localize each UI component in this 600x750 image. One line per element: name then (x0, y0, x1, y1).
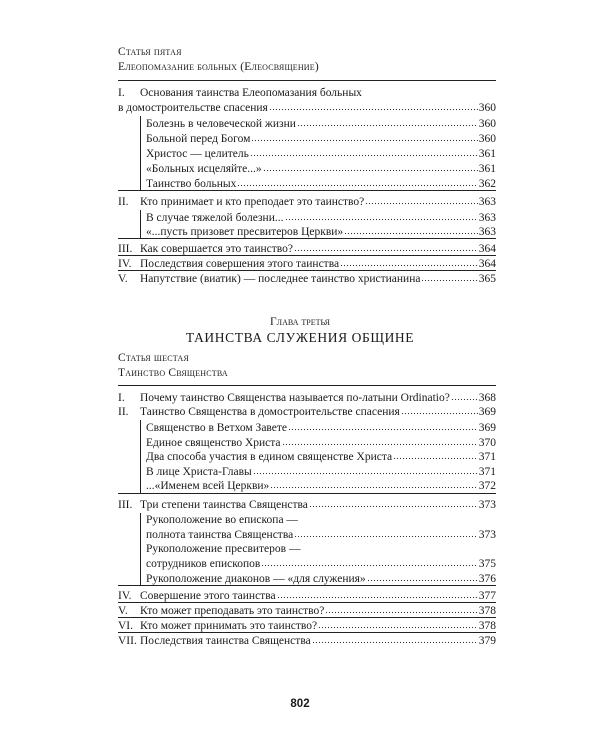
leader-dots (340, 256, 478, 267)
entry-page: 365 (478, 273, 496, 285)
toc-entry[interactable] (118, 86, 496, 100)
entry-page: 360 (478, 133, 496, 145)
entry-number: III. (118, 499, 133, 511)
page-number: 802 (290, 698, 310, 710)
entry-page: 373 (478, 499, 496, 511)
entry-page: 368 (478, 392, 496, 404)
divider (118, 80, 496, 81)
entry-text: Кто может принимать это таинство? (140, 620, 318, 632)
entry-page: 375 (478, 558, 496, 570)
leader-dots (451, 390, 478, 401)
article-title: Елеопомазание больных (Елеосвящение) (118, 61, 319, 73)
entry-number: I. (118, 87, 125, 99)
entry-page: 360 (478, 118, 496, 130)
article-label: Статья пятая (118, 46, 182, 58)
article-label: Статья шестая (118, 352, 189, 364)
toc-subentry[interactable] (146, 176, 496, 191)
toc-entry[interactable] (118, 256, 496, 271)
leader-dots (263, 161, 478, 172)
entry-text: Рукоположение во епископа — (146, 514, 298, 526)
leader-dots (251, 131, 477, 142)
entry-number: IV. (118, 590, 132, 602)
leader-dots (288, 420, 478, 431)
entry-text: Почему таинство Священства называется по-латыни Ordinatio? (140, 392, 450, 404)
entry-text: Рукоположение диаконов — «для служения» (146, 573, 366, 585)
entry-number: VII. (118, 635, 137, 647)
entry-page: 364 (478, 243, 496, 255)
entry-number: V. (118, 605, 128, 617)
divider (118, 585, 496, 586)
toc-subentry[interactable] (146, 542, 496, 556)
entry-number: III. (118, 243, 133, 255)
entry-text: Кто принимает и кто преподает это таинство? (140, 196, 365, 208)
entry-page: 376 (478, 573, 496, 585)
toc-subentry[interactable] (146, 527, 496, 542)
toc-entry[interactable] (118, 194, 496, 209)
leader-dots (318, 618, 478, 629)
toc-entry[interactable] (118, 588, 496, 603)
leader-dots (294, 241, 478, 252)
toc-subentry[interactable] (146, 146, 496, 161)
toc-subentry[interactable] (146, 420, 496, 435)
entry-number: V. (118, 273, 128, 285)
entry-text: Таинство Священства в домостроительстве спасения (140, 406, 400, 418)
leader-dots (421, 271, 477, 282)
toc-entry[interactable] (118, 100, 496, 115)
toc-subentry[interactable] (146, 435, 496, 450)
toc-subentry[interactable] (146, 131, 496, 146)
entry-number: VI. (118, 620, 134, 632)
article-title: Таинство Священства (118, 367, 228, 379)
leader-dots (261, 556, 477, 567)
leader-dots (282, 435, 478, 446)
entry-text: Священство в Ветхом Завете (146, 422, 288, 434)
chapter-title: ТАИНСТВА СЛУЖЕНИЯ ОБЩИНЕ (185, 330, 415, 345)
leader-dots (367, 571, 478, 582)
leader-dots (297, 116, 478, 127)
entry-page: 361 (478, 148, 496, 160)
entry-page: 370 (478, 437, 496, 449)
entry-page: 360 (478, 102, 496, 114)
leader-dots (270, 478, 477, 489)
leader-dots (309, 497, 478, 508)
toc-entry[interactable] (118, 404, 496, 419)
entry-page: 371 (478, 466, 496, 478)
entry-page: 363 (478, 196, 496, 208)
leader-dots (401, 404, 478, 415)
entry-text: «Больных исцеляйте...» (146, 163, 262, 175)
leader-dots (285, 210, 478, 221)
divider (118, 493, 496, 494)
leader-dots (237, 176, 477, 187)
toc-entry[interactable] (118, 241, 496, 256)
entry-text: Два способа участия в едином священстве Христа (146, 451, 393, 463)
divider (118, 190, 496, 191)
sub-bracket (140, 513, 141, 585)
entry-page: 364 (478, 258, 496, 270)
entry-page: 361 (478, 163, 496, 175)
toc-subentry[interactable] (146, 449, 496, 464)
entry-text: сотрудников епископов (146, 558, 261, 570)
toc-subentry[interactable] (146, 513, 496, 527)
leader-dots (365, 194, 477, 205)
entry-page: 379 (478, 635, 496, 647)
entry-text: Таинство больных (146, 178, 237, 190)
toc-entry[interactable] (118, 390, 496, 405)
entry-text: полнота таинства Священства (146, 529, 294, 541)
entry-text: в домостроительстве спасения (118, 102, 268, 114)
entry-number: I. (118, 392, 125, 404)
entry-text: Рукоположение пресвитеров — (146, 543, 301, 555)
sub-bracket (140, 420, 141, 493)
entry-text: Как совершается это таинство? (140, 243, 294, 255)
toc-subentry[interactable] (146, 210, 496, 225)
toc-subentry[interactable] (146, 161, 496, 176)
leader-dots (277, 588, 478, 599)
entry-text: Три степени таинства Священства (140, 499, 308, 511)
toc-subentry[interactable] (146, 116, 496, 131)
entry-text: Кто может преподавать это таинство? (140, 605, 325, 617)
leader-dots (294, 527, 478, 538)
entry-text: Последствия совершения этого таинства (140, 258, 340, 270)
toc-entry[interactable] (118, 271, 496, 286)
entry-text: ...«Именем всей Церкви» (146, 480, 270, 492)
entry-page: 363 (478, 226, 496, 238)
entry-page: 372 (478, 480, 496, 492)
toc-entry[interactable] (118, 603, 496, 618)
entry-text: Основания таинства Елеопомазания больных (140, 87, 362, 99)
toc-entry[interactable] (118, 497, 496, 512)
entry-text: В лице Христа-Главы (146, 466, 252, 478)
entry-page: 371 (478, 451, 496, 463)
entry-page: 362 (478, 178, 496, 190)
entry-text: Единое священство Христа (146, 437, 281, 449)
leader-dots (250, 146, 478, 157)
toc-entry[interactable] (118, 633, 496, 648)
entry-page: 377 (478, 590, 496, 602)
chapter-label: Глава третья (270, 316, 330, 328)
leader-dots (253, 464, 478, 475)
toc-subentry[interactable] (146, 478, 496, 493)
entry-page: 363 (478, 212, 496, 224)
leader-dots (325, 603, 477, 614)
leader-dots (312, 633, 478, 644)
entry-number: II. (118, 196, 129, 208)
entry-text: Христос — целитель (146, 148, 249, 160)
entry-text: Напутствие (виатик) — последнее таинство христианина (140, 273, 421, 285)
entry-text: Последствия таинства Священства (140, 635, 311, 647)
sub-bracket (140, 116, 141, 190)
toc-subentry[interactable] (146, 556, 496, 571)
divider (118, 385, 496, 386)
leader-dots (344, 224, 478, 235)
entry-text: Совершение этого таинства (140, 590, 276, 602)
entry-text: В случае тяжелой болезни... (146, 212, 284, 224)
entry-text: «...пусть призовет пресвитеров Церкви» (146, 226, 344, 238)
entry-page: 369 (478, 422, 496, 434)
leader-dots (269, 100, 478, 111)
toc-subentry[interactable] (146, 571, 496, 586)
toc-entry[interactable] (118, 618, 496, 633)
entry-page: 373 (478, 529, 496, 541)
entry-number: II. (118, 406, 129, 418)
leader-dots (393, 449, 478, 460)
entry-page: 378 (478, 620, 496, 632)
entry-number: IV. (118, 258, 132, 270)
toc-subentry[interactable] (146, 224, 496, 239)
entry-page: 378 (478, 605, 496, 617)
toc-subentry[interactable] (146, 464, 496, 479)
sub-bracket (140, 210, 141, 238)
entry-text: Болезнь в человеческой жизни (146, 118, 296, 130)
entry-page: 369 (478, 406, 496, 418)
entry-text: Больной перед Богом (146, 133, 251, 145)
divider (118, 238, 496, 239)
